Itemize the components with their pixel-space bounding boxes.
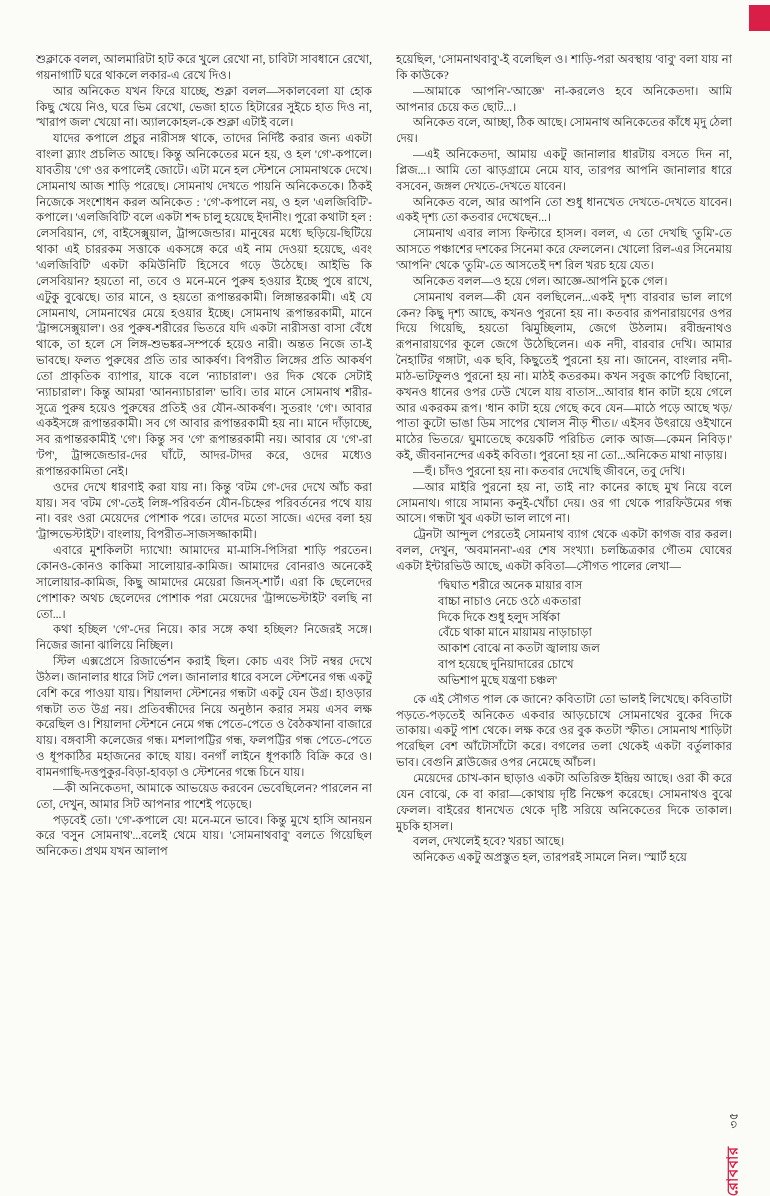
paragraph: সোমনাথ এবার লাস্য ফিল্টারে হাসল। বলল, এ তো দেখছি 'তুমি'-তে আসতে পঞ্চাশের দশকের সিনেমা করে ফেললেন। খোলো রিল-এর সিনেমায় 'আপনি' থেকে 'তুমি'-তে আসতেই দশ রিল খরচ হয়ে যেত। — [396, 227, 732, 272]
page-spine — [721, 1112, 746, 1196]
poem-line: বাচ্চা নাচাও নেচে ওঠে একতারা — [438, 594, 582, 608]
paragraph: যাদের কপালে প্রচুর নারীসঙ্গ থাকে, তাদের নির্দিষ্ট করার জন্য একটা বাংলা স্ল্যাং প্রচলিত আছে। কিন্তু অনিকেতের মনে হয়, ও হল 'গে'-কপালে। যাবতীয় 'গে' ওর কপালেই জোটে। এটা মনে হল স্টেশনে সোমনাথকে দেখে। সোমনাথ আজ শাড়ি পরেছে। সোমনাথ দেখতে পায়নি অনিকেতকে। ঠিকই নিজেকে সংশোধন করল অনিকেত : 'গে'-কপালে নয়, ও হল 'এলজিবিটি'-কপালে। 'এলজিবিটি' বলে একটা শব্দ চালু হয়েছে ইদানীং। পুরো কথাটা হল : লেসবিয়ান, গে, বাইসেক্সুয়াল, ট্রান্সজেন্ডার। মানুষের মধ্যে ছড়িয়ে-ছিটিয়ে থাকা এই চাররকম সত্তাকে একসঙ্গে করে এই নাম দেওয়া হয়েছে, এবং 'এলজিবিটি' একটা কমিউনিটি হিসেবে গড়ে উঠেছে। আইভি কি লেসবিয়ান? হয়তো না, তবে ও মনে-মনে পুরুষ হওয়ার ইচ্ছে পুষে রাখে, এটুকু বুঝেছে। তার মানে, ও হয়তো রূপান্তরকামী। লিঙ্গান্তরকামী। এই যে সোমনাথ, সোমনাথের মেয়ে হওয়ার ইচ্ছে। সোমনাথ রূপান্তরকামী, মানে 'ট্রান্সসেক্সুয়াল'। ওর পুরুষ-শরীরের ভিতরে যদি একটা নারীসত্তা বাসা বেঁধে থাকে, তা হলে সে লিঙ্গ-শুভঙ্কর-সম্পর্কে হয়েও নারী। অন্তত নিজে তা-ই ভাবছে। ফলত পুরুষের প্রতি তার আকর্ষণ। বিপরীত লিঙ্গের প্রতি আকর্ষণ তো প্রাকৃতিক ব্যাপার, যাকে বলে 'ন্যাচারাল'। ওর দিক থেকে সেটাই 'ন্যাচারাল'। কিন্তু আমরা 'আনন্যাচারাল' ভাবি। তার মানে সোমনাথ শরীর-সূত্রে পুরুষ হয়েও পুরুষের প্রতিই ওর যৌন-আকর্ষণ। সুতরাং 'গে'। আবার একইসঙ্গে রূপান্তরকামী। সব গে আবার রূপান্তরকামী হয় না। মানে দাঁড়াচ্ছে, সব রূপান্তরকামীই 'গে'। কিন্তু সব 'গে' রূপান্তরকামী নয়। আবার যে 'গে'-রা 'টপ', ট্রান্সজেন্ডার-দের ঘাঁটে, আদর-টাদর করে, ওদের মধ্যেও রূপান্তরকামিতা নেই। — [36, 132, 372, 478]
poem-line: অভিশাপ মুছে যন্ত্রণা চঞ্চল' — [438, 673, 558, 687]
paragraph: হয়েছিল, 'সোমনাথবাবু'-ই বলেছিল ও। শাড়ি-পরা অবস্থায় 'বাবু' বলা যায় না কি কাউকে? — [396, 53, 732, 82]
paragraph: এবারে মুশকিলটা দ্যাখো! আমাদের মা-মাসি-পিসিরা শাড়ি পরতেন। কোনও-কোনও কাকিমা সালোয়ার-কামিজ। আমাদের বোনরাও অনেকেই সালোয়ার-কামিজ, কিছু আমাদের মেয়েরা জিনস্-শার্ট। এরা কি ছেলেদের পোশাক? অথচ ছেলেদের পোশাক পরা মেয়েদের 'ট্রান্সভেস্টাইট' বলছি না তো...। — [36, 544, 372, 621]
corner-accent-mark — [749, 5, 770, 31]
paragraph: ওদের দেখে ধারণাই করা যায় না। কিন্তু 'বটম গে'-দের দেখে আঁচ করা যায়। সব 'বটম গে'-তেই লিঙ্গ-পরিবর্তন যৌন-চিহ্নের পরিবর্তনের পথে যায় না। বরং ওরা মেয়েদের পোশাক পরে। তাদের মতো সাজে। এদের বলা হয় 'ট্রান্সভেস্টাইট'। বাংলায়, বিপরীত-সাজসজ্জাকামী। — [36, 480, 372, 542]
poem-block — [438, 578, 732, 689]
paragraph: —আর মাইরি পুরনো হয় না, তাই না? কানের কাছে মুখ নিয়ে বলে সোমনাথ। গায়ে সামান্য কনুই-খোঁচা দেয়। ওর গা থেকে পারফিউমের গন্ধ আসে। গন্ধটা খুব একটা ভাল লাগে না। — [396, 480, 732, 526]
paragraph: —কী অনিকেতদা, আমাকে আভয়েড করবেন ভেবেছিলেন? পারলেন না তো, দেখুন, আমার সিট আপনার পাশেই পড়েছে। — [36, 781, 372, 811]
paragraph: কথা হচ্ছিল 'গে'-দের নিয়ে। কার সঙ্গে কথা হচ্ছিল? নিজেরই সঙ্গে। নিজের জানা ঝালিয়ে নিচ্ছিল। — [36, 623, 372, 653]
magazine-title: রোববার — [725, 1146, 741, 1196]
poem-line: দিকে দিকে শুধু হলুদ সর্ষিকা — [438, 610, 561, 624]
paragraph: সোমনাথ বলল—কী যেন বলছিলেন...একই দৃশ্য বারবার ভাল লাগে কেন? কিছু দৃশ্য আছে, কখনও পুরনো হয় না। কতবার রূপনারায়ণের ওপর দিয়ে গিয়েছি, হয়তো ঝিমুচ্ছিলাম, জেগে উঠলাম। রবীন্দ্রনাথও রূপনারায়ণের কূলে জেগে উঠেছিলেন। এক নদী, বারবার দেখি। আমার নৈহাটির গঙ্গাটা, এক ছবি, কিছুতেই পুরনো হয় না। জানেন, বাংলার নদী-মাঠ-ভাটফুলও পুরনো হয় না। মাঠই কতরকম। কখন সবুজ কার্পেট বিছানো, কখনও ধানের ওপর ঢেউ খেলে যায় বাতাস...আবার ধান কাটা হয়ে গেলে আর একরকম রূপ। 'ধান কাটা হয়ে গেছে কবে যেন—মাঠে পড়ে আছে খড়/ পাতা কুটো ভাঙা ডিম সাপের খোলস নীড় শীত।/ এইসব উৎরায়ে ওইখানে মাঠের ভিতরে/ ঘুমাতেছে কয়েকটি পরিচিত লোক আজ—কেমন নিবিড়।' কই, জীবনানন্দের একই কবিতা। পুরনো হয় না তো...অনিকেত মাথা নাড়ায়। — [396, 290, 732, 463]
column-right — [396, 52, 732, 1108]
text-columns — [36, 52, 732, 1108]
paragraph: শুক্লাকে বলল, আলমারিটা হাট করে খুলে রেখো না, চাবিটা সাবধানে রেখো, গয়নাগাটি ঘরে থাকলে লকার-এ রেখে দিও। — [36, 53, 372, 82]
poem-line: 'দ্বিঘাত শরীরে অনেক মায়ার বাস — [438, 578, 583, 592]
paragraph: ট্রেনটা আন্দুল পেরতেই সোমনাথ ব্যাগ থেকে একটা কাগজ বার করল। বলল, দেখুন, 'অবমাননা'-এর শেষ সংখ্যা। চলচ্চিত্রকার গৌতম ঘোষের একটা ইন্টারভিউ আছে, একটা কবিতা—সৌগত পালের লেখা— — [396, 528, 732, 573]
paragraph: —হুঁ। চাঁদও পুরনো হয় না। কতবার দেখেছি জীবনে, তবু দেখি। — [413, 464, 686, 478]
paragraph: অনিকেত বলে, আচ্ছা, ঠিক আছে। সোমনাথ অনিকেতের কাঁধে মৃদু ঠেলা দেয়। — [396, 116, 732, 146]
paragraph: অনিকেত একটু অপ্রস্তুত হল, তারপরই সামলে নিল। 'স্মার্ট হয়ে — [413, 851, 687, 865]
paragraph: বলল, দেখলেই হবে? খরচা আছে। — [413, 835, 565, 849]
poem-line: বাপ হয়েছে দুনিয়াদারের চোখে — [438, 658, 574, 672]
poem-line: বেঁচে থাকা মানে মায়াময় নাড়াচাড়া — [438, 626, 592, 640]
paragraph: —এই অনিকেতদা, আমায় একটু জানালার ধারটায় বসতে দিন না, প্লিজ...। আমি তো ঝাড়গ্রামে নেমে যাব, তারপর আপনি জানালার ধারে বসবেন, জঙ্গল দেখতে-দেখতে যাবেন। — [396, 148, 732, 193]
paragraph: কে এই সৌগত পাল কে জানে? কবিতাটা তো ভালই লিখেছে। কবিতাটা পড়তে-পড়তেই অনিকেত একবার আড়চোখে সোমনাথের বুকের দিকে তাকায়। একটু পাশ থেকে। লক্ষ করে ওর বুক কতটা স্ফীত। সোমনাথ শাড়িটা পরেছিল বেশ আঁটোসাঁটো করে। বগলের তলা থেকেই একটা বর্তুলাকার ভাব। বেগুনি ব্লাউজের ওপর নেমেছে আঁচল। — [396, 692, 732, 770]
paragraph: মেয়েদের চোখ-কান ছাড়াও একটা অতিরিক্ত ইন্দ্রিয় আছে। ওরা কী করে যেন বোঝে, কে বা কারা—কোথায় দৃষ্টি নিক্ষেপ করেছে। সোমনাথও বুঝে ফেলল। বাইরের ধানখেত থেকে দৃষ্টি সরিয়ে অনিকেতের দিকে তাকাল। মুচকি হাসল। — [396, 771, 732, 833]
paragraph: অনিকেত বলল—ও হয়ে গেল। আজ্ঞে-আপনি চুকে গেল। — [413, 274, 668, 288]
paragraph: —আমাকে 'আপনি'-'আজ্ঞে' না-করলেও হবে অনিকেতদা। আমি আপনার চেয়ে কত ছোট...। — [396, 84, 732, 114]
paragraph: আর অনিকেত যখন ফিরে যাচ্ছে, শুক্লা বলল—সকালবেলা যা হোক কিছু খেয়ে নিও, ঘরে ভিম রেখো, ভেজা হাতে হিটারের সুইচে হাত দিও না, 'খারাপ জল' খেয়ো না। অ্যালকোহল-কে শুক্লা এটাই বলে। — [36, 84, 372, 130]
page-number: ৩৫ — [726, 1112, 740, 1129]
column-left — [36, 52, 372, 1108]
paragraph: অনিকেত বলে, আর আপনি তো শুধু ধানখেত দেখতে-দেখতে যাবেন। একই দৃশ্য তো কতবার দেখেছেন...। — [396, 195, 732, 225]
paragraph: পড়বেই তো। 'গে'-কপালে যে! মনে-মনে ভাবে। কিন্তু মুখে হাসি আনয়ন করে 'বসুন সোমনাথ'...বলেই থেমে যায়। 'সোমনাথবাবু' বলতে গিয়েছিল অনিকেত। প্রথম যখন আলাপ — [36, 813, 372, 859]
paragraph: স্টিল এক্সপ্রেসে রিজার্ভেশন করাই ছিল। কোচ এবং সিট নম্বর দেখে উঠল। জানালার ধারে সিট পেল। জানালার ধারে বসলে স্টেশনের গন্ধ একটু বেশি করে পাওয়া যায়। শিয়ালদা স্টেশনের গন্ধটা একটু যেন উগ্র। হাওড়ার গন্ধটা তত উগ্র নয়। প্রতিবন্ধীদের নিয়ে অনুষ্ঠান করার সময় এসব লক্ষ করেছিল ও। শিয়ালদা স্টেশনে নেমে গন্ধ পেতে-পেতে ও বৈঠকখানা বাজারে যায়। বঙ্গবাসী কলেজের গন্ধ। মশলাপট্টির গন্ধ, ফলপট্টির গন্ধ পেতে-পেতে ও ধূপকাঠির মহাজনের কাছে যায়। বনগাঁ লাইনে ধূপকাঠি বিক্রি করে ও। বামনগাছি-দত্তপুকুর-বিড়া-হাবড়া ও স্টেশনের গন্ধে চিনে যায়। — [36, 655, 372, 779]
poem-line: আকাশ বোঝে না কতটা জ্বালায় জল — [438, 642, 600, 656]
